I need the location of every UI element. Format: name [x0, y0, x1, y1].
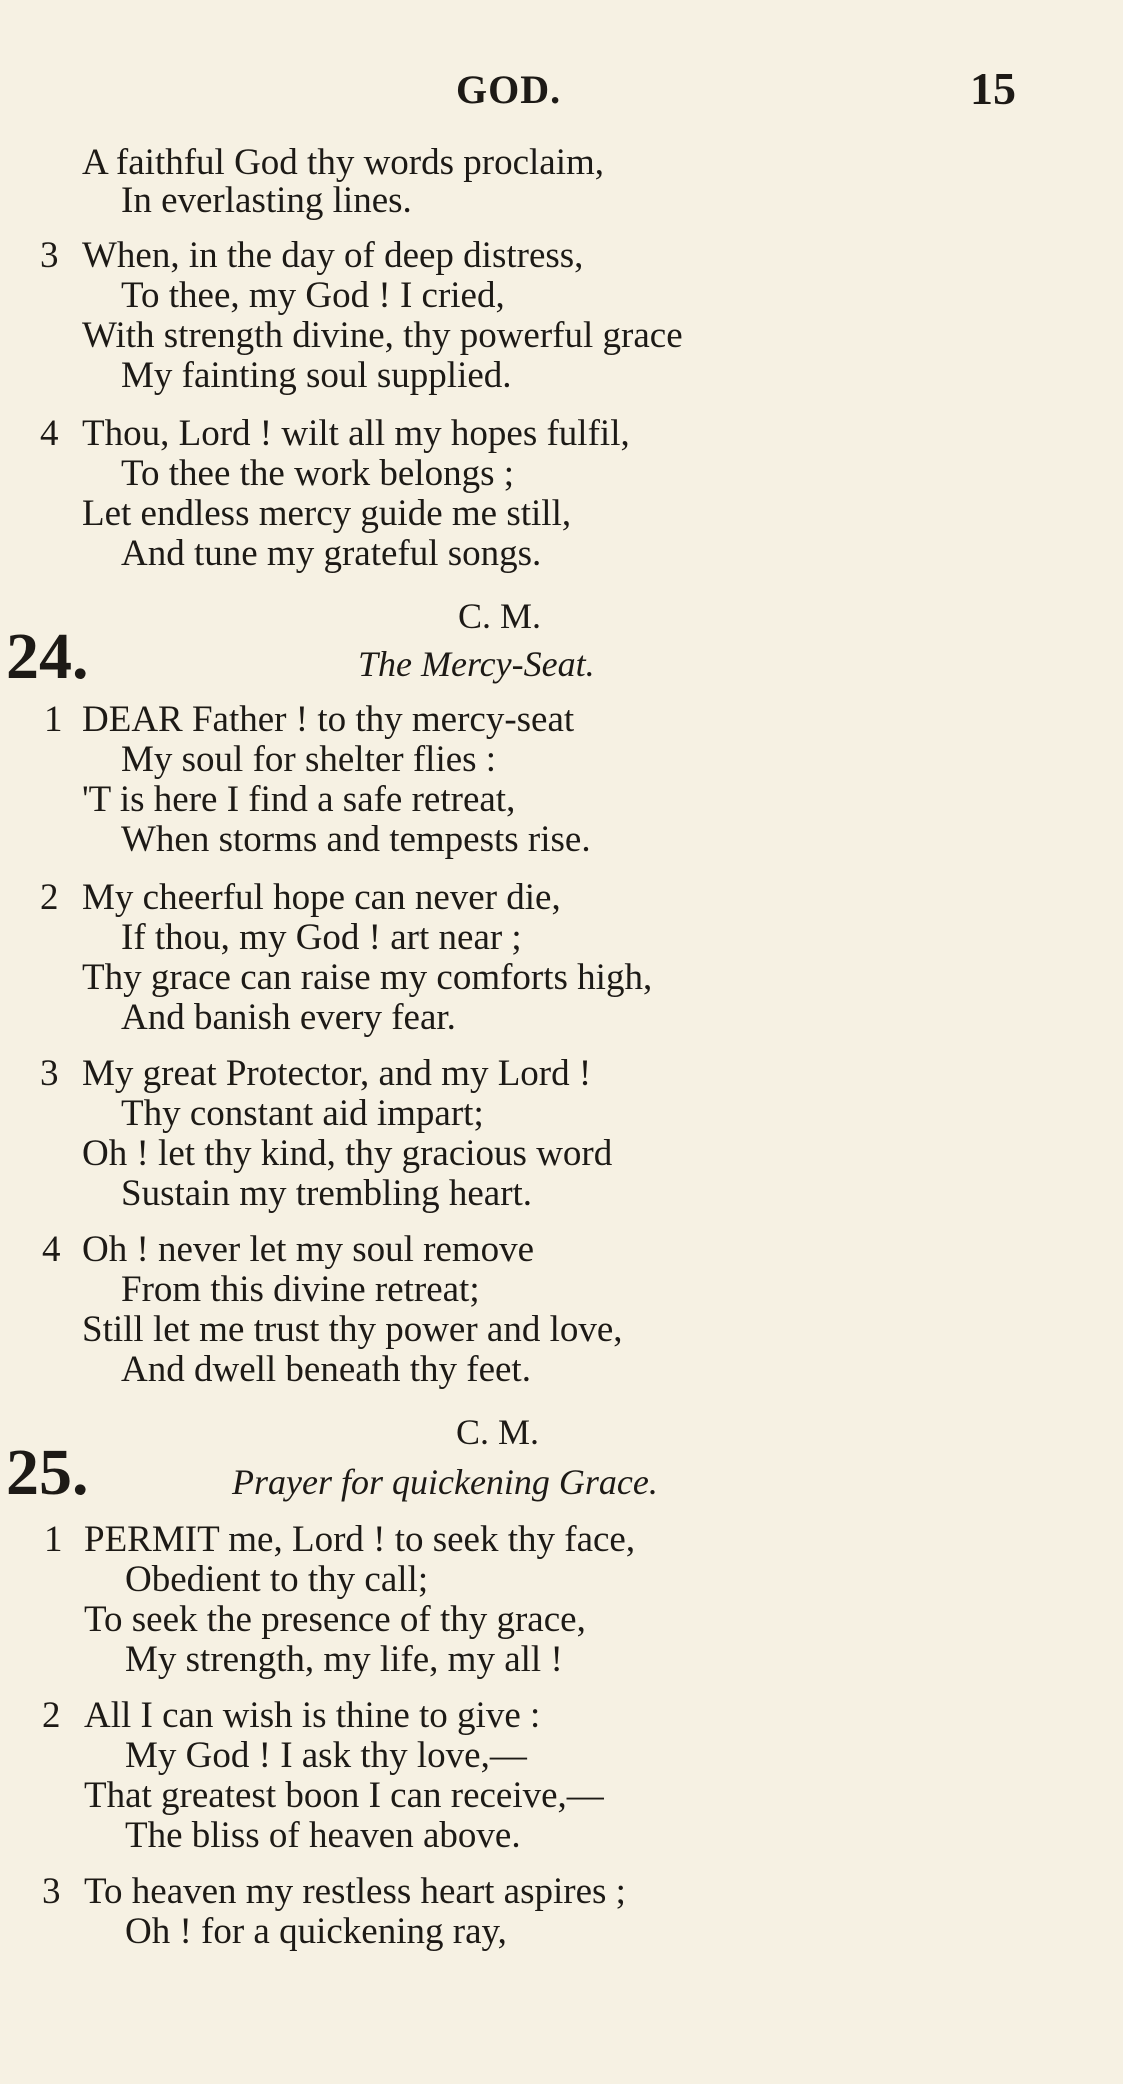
verse-line: Thy constant aid impart; — [121, 1093, 484, 1134]
verse-line: Oh ! for a quickening ray, — [125, 1911, 507, 1952]
verse-line: When storms and tempests rise. — [121, 819, 591, 860]
verse-line: My strength, my life, my all ! — [125, 1639, 563, 1680]
verse-line: DEAR Father ! to thy mercy-seat — [82, 699, 575, 740]
verse-line: To seek the presence of thy grace, — [84, 1599, 586, 1640]
verse-line: Thy grace can raise my comforts high, — [82, 957, 653, 998]
hymn-title: The Mercy-Seat. — [358, 644, 595, 684]
verse-line: 'T is here I find a safe retreat, — [82, 779, 516, 820]
verse-line: PERMIT me, Lord ! to seek thy face, — [84, 1519, 636, 1560]
verse-number: 2 — [42, 1695, 61, 1736]
verse-line: From this divine retreat; — [121, 1269, 480, 1310]
verse-line: My fainting soul supplied. — [121, 355, 512, 396]
verse-line: To thee, my God ! I cried, — [121, 275, 505, 316]
verse-number: 4 — [40, 413, 59, 454]
verse-line: To thee the work belongs ; — [121, 453, 515, 494]
verse-line: My soul for shelter flies : — [121, 739, 497, 780]
verse-line: Let endless mercy guide me still, — [82, 493, 572, 534]
verse-line: And banish every fear. — [121, 997, 456, 1038]
verse-line: Thou, Lord ! wilt all my hopes fulfil, — [82, 413, 630, 454]
verse-number: 1 — [44, 699, 63, 740]
verse-number: 1 — [44, 1519, 63, 1560]
verse-line: My God ! I ask thy love,— — [125, 1735, 527, 1776]
hymn-meter: C. M. — [458, 596, 542, 636]
verse-line: Obedient to thy call; — [125, 1559, 429, 1600]
verse-number: 3 — [40, 1053, 59, 1094]
verse-line: My great Protector, and my Lord ! — [82, 1053, 592, 1094]
verse-line: And dwell beneath thy feet. — [121, 1349, 531, 1390]
verse-line: All I can wish is thine to give : — [84, 1695, 541, 1736]
verse-line: To heaven my restless heart aspires ; — [84, 1871, 626, 1912]
hymn-title: Prayer for quickening Grace. — [232, 1462, 658, 1502]
verse-number: 2 — [40, 877, 59, 918]
verse-line: Still let me trust thy power and love, — [82, 1309, 623, 1350]
verse-line: The bliss of heaven above. — [125, 1815, 521, 1856]
verse-number: 3 — [42, 1871, 61, 1912]
verse-line: Oh ! never let my soul remove — [82, 1229, 535, 1270]
running-head: GOD. — [456, 67, 562, 112]
verse-line: In everlasting lines. — [121, 180, 412, 221]
verse-line: My cheerful hope can never die, — [82, 877, 561, 918]
hymn-number: 25. — [6, 1436, 89, 1509]
verse-line: When, in the day of deep distress, — [82, 235, 584, 276]
verse-line: That greatest boon I can receive,— — [84, 1775, 604, 1816]
page-number: 15 — [970, 63, 1016, 114]
verse-line: And tune my grateful songs. — [121, 533, 542, 574]
hymn-meter: C. M. — [456, 1412, 540, 1452]
verse-number: 3 — [40, 235, 59, 276]
verse-line: Sustain my trembling heart. — [121, 1173, 533, 1214]
verse-line: With strength divine, thy powerful grace — [82, 315, 683, 356]
verse-line: If thou, my God ! art near ; — [121, 917, 522, 958]
verse-line: A faithful God thy words proclaim, — [82, 142, 605, 183]
verse-line: Oh ! let thy kind, thy gracious word — [82, 1133, 613, 1174]
verse-number: 4 — [42, 1229, 61, 1270]
hymn-number: 24. — [6, 620, 89, 693]
